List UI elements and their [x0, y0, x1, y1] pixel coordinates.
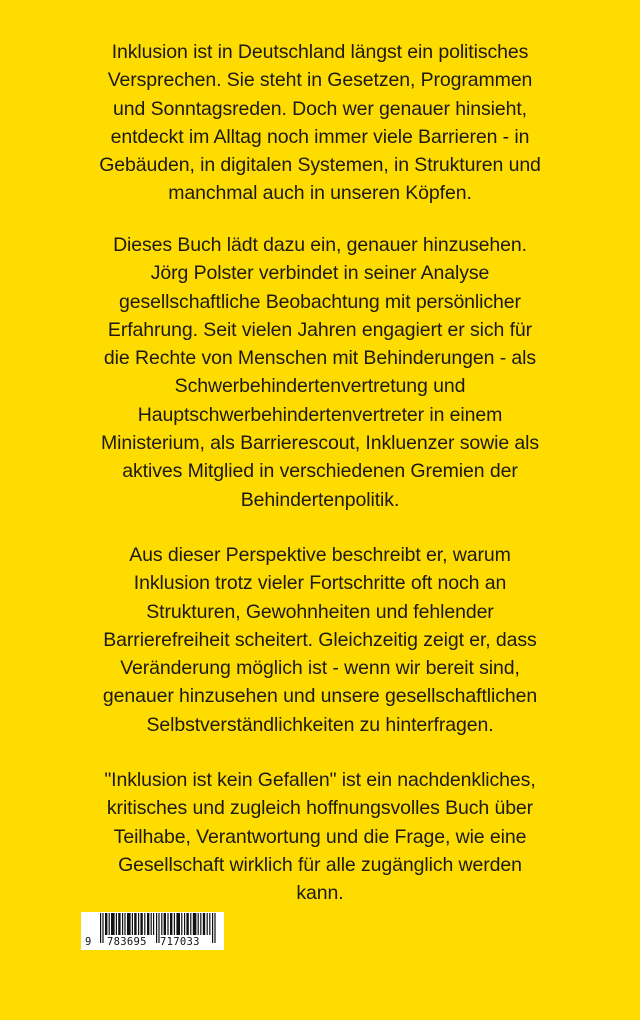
text-line: Hauptschwerbehindertenvertreter in einem — [137, 403, 503, 426]
text-line: "Inklusion ist kein Gefallen" ist ein nachdenkliches, — [104, 769, 536, 791]
barcode-lead-digit: 9 — [85, 936, 92, 948]
text-line: Gesellschaft wirklich für alle zugänglich werden — [118, 853, 522, 876]
blurb-paragraph-3 — [40, 541, 600, 739]
blurb-paragraph-4 — [40, 766, 600, 907]
text-line: Inklusion trotz vieler Fortschritte oft noch an — [133, 572, 507, 595]
text-line: Selbstverständlichkeiten zu hinterfragen. — [146, 713, 494, 736]
text-line: Behindertenpolitik. — [240, 488, 400, 511]
blurb-paragraph-1 — [40, 38, 600, 208]
text-line: Dieses Buch lädt dazu ein, genauer hinzusehen. — [113, 234, 527, 256]
text-line: die Rechte von Menschen mit Behinderungen - als — [103, 347, 537, 370]
text-line: manchmal auch in unseren Köpfen. — [168, 182, 472, 205]
barcode-right-digits: 717033 — [160, 936, 200, 948]
text-line: Veränderung möglich ist - wenn wir bereit sind, — [120, 657, 520, 680]
text-line: Ministerium, als Barrierescout, Inkluenzer sowie als — [100, 432, 540, 455]
text-line: kritisches und zugleich hoffnungsvolles Buch über — [106, 797, 534, 820]
text-line: Inklusion ist in Deutschland längst ein politisches — [111, 41, 529, 63]
text-line: gesellschaftliche Beobachtung mit persönlicher — [119, 290, 521, 313]
text-line: genauer hinzusehen und unsere gesellschaftlichen — [102, 685, 538, 708]
text-line: entdeckt im Alltag noch immer viele Barrieren - in — [110, 125, 530, 148]
text-line: Gebäuden, in digitalen Systemen, in Strukturen und — [99, 154, 541, 177]
text-line: Strukturen, Gewohnheiten und fehlender — [146, 600, 494, 623]
text-line: kann. — [296, 882, 344, 905]
text-line: Schwerbehindertenvertretung und — [174, 375, 466, 398]
text-line: Versprechen. Sie steht in Gesetzen, Programmen — [107, 69, 533, 92]
barcode-left-digits: 783695 — [107, 936, 147, 948]
text-line: Teilhabe, Verantwortung und die Frage, wie eine — [113, 825, 527, 848]
text-line: Erfahrung. Seit vielen Jahren engagiert er sich für — [107, 318, 533, 341]
blurb-paragraph-2 — [40, 231, 600, 514]
text-line: Aus dieser Perspektive beschreibt er, warum — [129, 544, 511, 566]
text-line: und Sonntagsreden. Doch wer genauer hinsieht, — [113, 97, 527, 120]
text-line: Barrierefreiheit scheitert. Gleichzeitig zeigt er, dass — [103, 628, 537, 651]
isbn-barcode — [81, 912, 224, 950]
text-line: Jörg Polster verbindet in seiner Analyse — [150, 262, 490, 285]
text-line: aktives Mitglied in verschiedenen Gremien der — [122, 460, 518, 483]
